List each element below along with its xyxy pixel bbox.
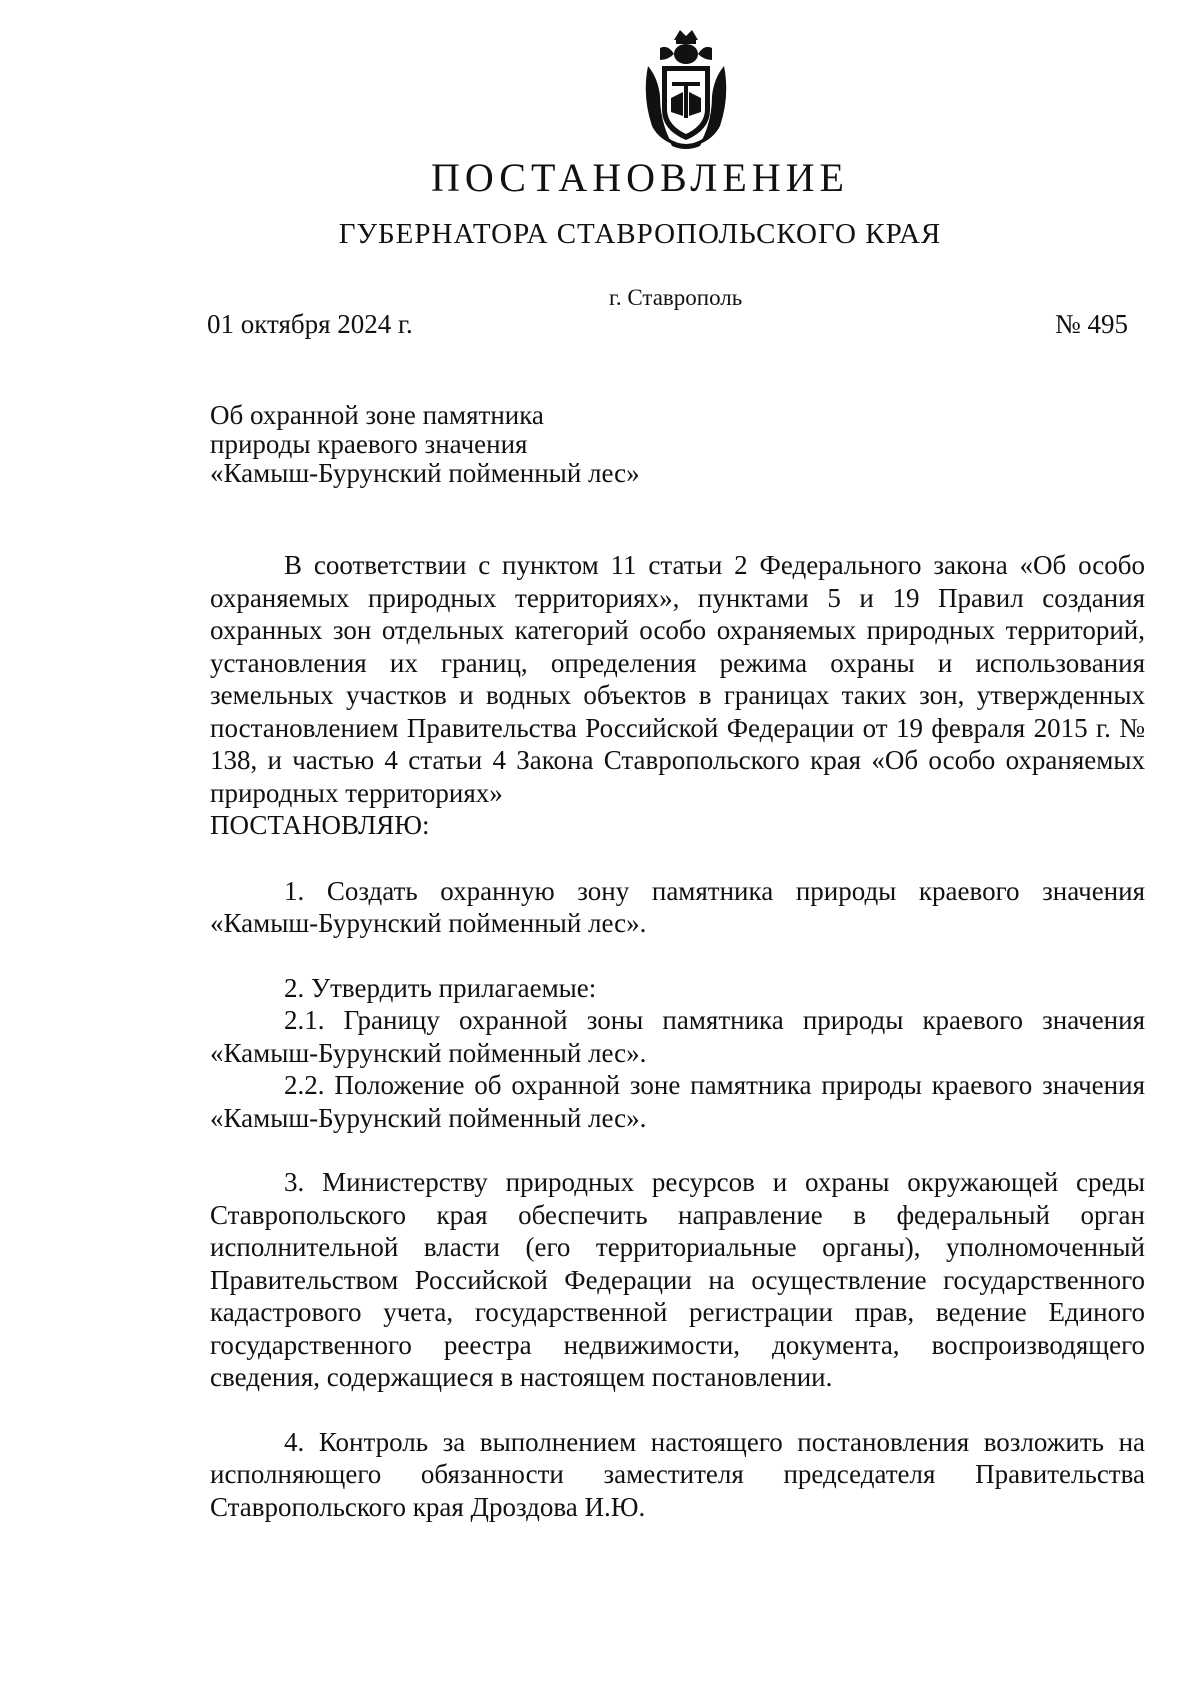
document-type-title: ПОСТАНОВЛЕНИЕ	[431, 155, 849, 200]
document-body	[210, 549, 1145, 1523]
subject-line: природы краевого значения	[210, 429, 528, 459]
document-subject	[210, 401, 640, 488]
document-issuer: ГУБЕРНАТОРА СТАВРОПОЛЬСКОГО КРАЯ	[338, 218, 942, 250]
subject-line: «Камыш-Бурунский пойменный лес»	[210, 458, 640, 488]
preamble-paragraph: В соответствии с пунктом 11 статьи 2 Федерального закона «Об особо охраняемых природных территориях», пунктами 5 и 19 Правил создания охранных зон отдельных категорий особо охраняемых природных территорий, установления их границ, определения режима охраны и использования земельных участков и водных объектов в границах таких зон, утвержденных постановлением Правительства Российской Федерации от 19 февраля 2015 г. № 138, и частью 4 статьи 4 Закона Ставропольского края «Об особо охраняемых природных территориях»	[210, 550, 1145, 808]
clause-1: 1. Создать охранную зону памятника природы краевого значения «Камыш-Бурунский пойменный лес».	[210, 875, 1145, 938]
clause-2: 2. Утвердить прилагаемые:	[284, 972, 597, 1003]
clause-2-1: 2.1. Границу охранной зоны памятника природы краевого значения «Камыш-Бурунский пойменный лес».	[210, 1005, 1145, 1068]
subject-line: Об охранной зоне памятника	[210, 400, 544, 430]
document-number: № 495	[1054, 309, 1128, 339]
document-date: 01 октября 2024 г.	[207, 309, 413, 339]
decree-heading: ПОСТАНОВЛЯЮ:	[210, 810, 430, 840]
clause-2-2: 2.2. Положение об охранной зоне памятника природы краевого значения «Камыш-Бурунский пойменный лес».	[210, 1070, 1145, 1133]
clause-3: 3. Министерству природных ресурсов и охраны окружающей среды Ставропольского края обеспечить направление в федеральный орган исполнительной власти (его территориальные органы), уполномоченный Правительством Российской Федерации на осуществление государственного кадастрового учета, государственной регистрации прав, ведение Единого государственного реестра недвижимости, документа, воспроизводящего сведения, содержащиеся в настоящем постановлении.	[210, 1167, 1145, 1392]
city-name: г. Ставрополь	[609, 285, 743, 310]
coat-of-arms-icon	[638, 26, 734, 150]
clause-4: 4. Контроль за выполнением настоящего постановления возложить на исполняющего обязанности заместителя председателя Правительства Ставропольского края Дроздова И.Ю.	[210, 1426, 1145, 1522]
